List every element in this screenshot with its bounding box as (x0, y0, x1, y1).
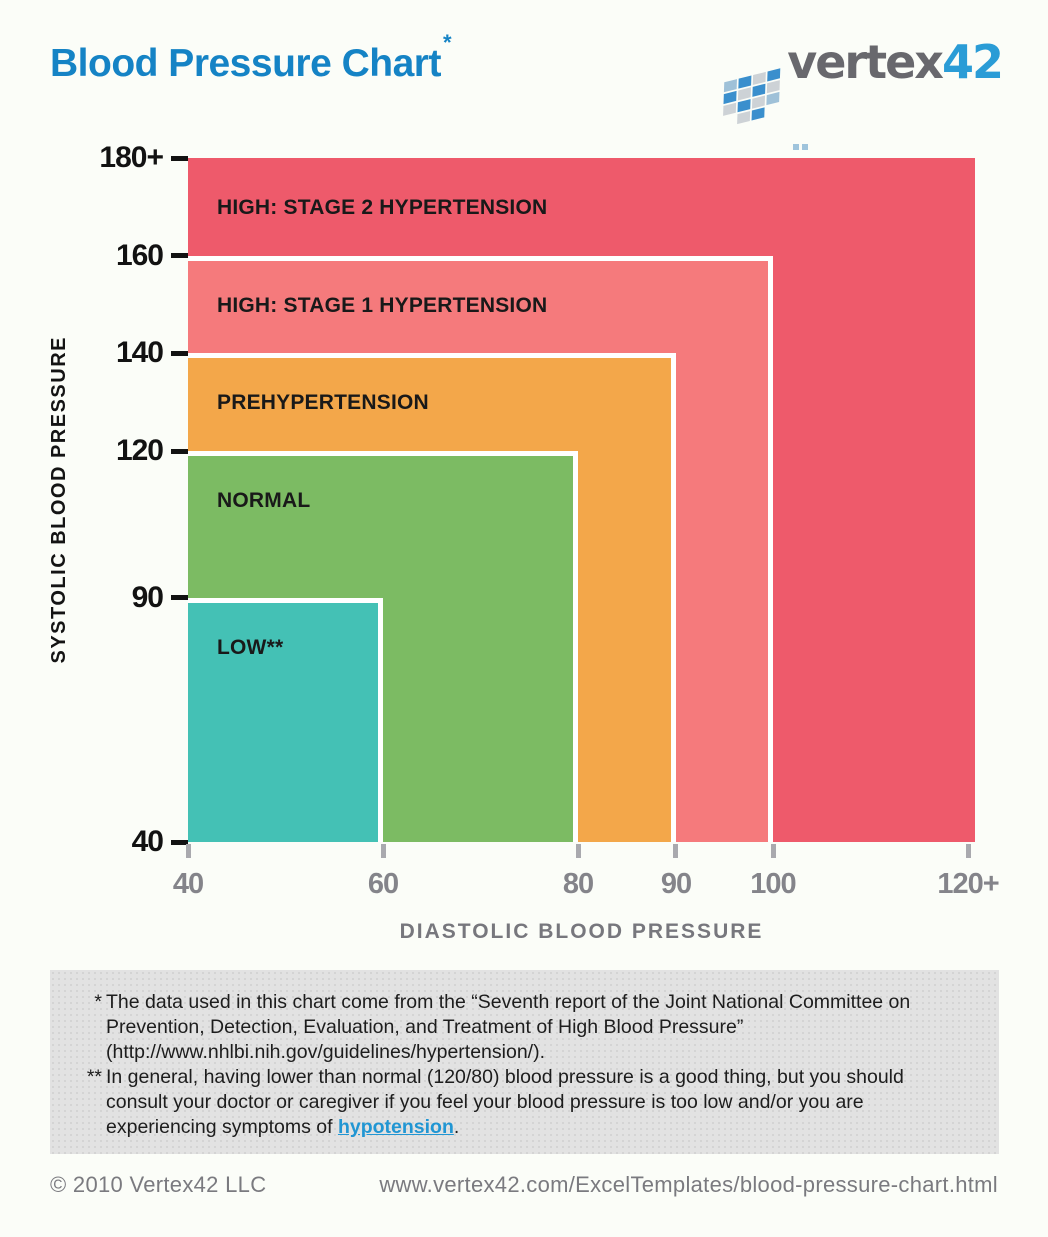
zone-label-high-stage-2-hypertension: HIGH: STAGE 2 HYPERTENSION (217, 196, 548, 219)
x-tick-100 (771, 844, 776, 858)
footnote-1 (50, 990, 999, 1065)
x-tick-label-90: 90 (660, 868, 692, 900)
plot-area (188, 158, 975, 842)
x-tick-120 (966, 844, 971, 858)
x-tick-label-120: 120+ (937, 868, 999, 900)
x-tick-label-60: 60 (367, 868, 399, 900)
y-axis-title-text: SYSTOLIC BLOOD PRESSURE (47, 336, 70, 664)
y-tick-label-40: 40 (131, 825, 163, 858)
y-tick-label-120: 120 (115, 434, 163, 467)
y-tick-label-90: 90 (131, 581, 163, 614)
footnote-1-marker: * (94, 991, 102, 1013)
zone-label-low: LOW** (217, 636, 284, 659)
footnote-2 (50, 1065, 999, 1140)
zone-low (188, 598, 383, 842)
footnote-2-marker: ** (86, 1066, 102, 1088)
zone-label-normal: NORMAL (217, 489, 311, 512)
x-tick-90 (673, 844, 678, 858)
x-tick-label-80: 80 (562, 868, 594, 900)
y-tick-label-160: 160 (115, 239, 163, 272)
footnote-2-text (106, 1065, 952, 1140)
wordmark-gray: vertex (787, 35, 942, 89)
zone-label-high-stage-1-hypertension: HIGH: STAGE 1 HYPERTENSION (217, 294, 548, 317)
footnote-2-text-before: In general, having lower than normal (120/80) blood pressure is a good thing, but you should consult your doctor or caregiver if you feel your blood pressure is too low and/or you are experiencing symptoms of (106, 1066, 904, 1138)
hypotension-link[interactable]: hypotension (337, 1116, 454, 1138)
wordmark-blue: 42 (941, 35, 1002, 89)
x-tick-40 (186, 844, 191, 858)
footer-url[interactable]: www.vertex42.com/ExcelTemplates/blood-pressure-chart.html (379, 1172, 998, 1197)
y-tick-90 (171, 595, 188, 600)
title-asterisk: * (442, 30, 451, 55)
y-tick-label-140: 140 (115, 336, 163, 369)
footnote-1-text: The data used in this chart come from the “Seventh report of the Joint National Committee on Prevention, Detection, Evaluation, and Treatment of High Blood Pressure” (http://www.nhlbi.nih.gov/guidelines/hypertension/). (106, 991, 911, 1063)
x-tick-label-100: 100 (750, 868, 796, 900)
y-tick-label-180: 180+ (99, 141, 163, 174)
footnotes-box (50, 970, 999, 1154)
zone-label-prehypertension: PREHYPERTENSION (217, 391, 429, 414)
x-tick-label-40: 40 (172, 868, 204, 900)
x-axis-title: DIASTOLIC BLOOD PRESSURE (399, 920, 764, 943)
x-tick-80 (576, 844, 581, 858)
y-tick-120 (171, 449, 188, 454)
y-tick-140 (171, 351, 188, 356)
y-tick-180 (171, 156, 188, 161)
y-tick-160 (171, 253, 188, 258)
footer-copyright: © 2010 Vertex42 LLC (50, 1172, 267, 1197)
page-title-text: Blood Pressure Chart (50, 42, 441, 85)
x-tick-60 (381, 844, 386, 858)
footnote-2-text-after: . (453, 1116, 460, 1138)
